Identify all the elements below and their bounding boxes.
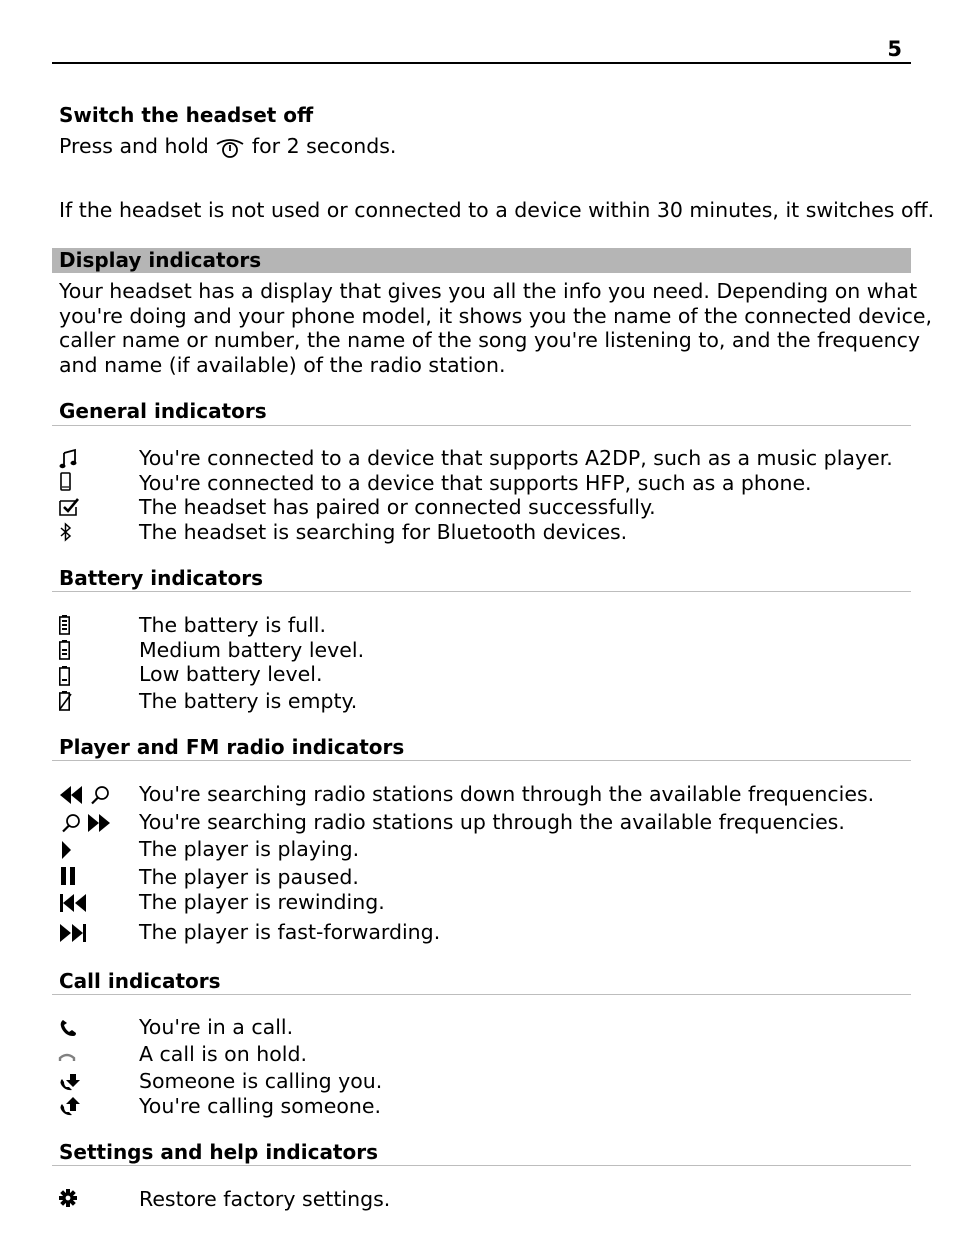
indicator-text: The headset has paired or connected successfully. [139,495,656,519]
press-hold-after: for 2 seconds. [251,134,397,158]
play-icon [58,838,118,862]
indicator-row [52,637,911,663]
indicator-row [52,1041,911,1067]
gear-icon [58,1188,118,1212]
call-indicators-heading: Call indicators [59,969,221,993]
outgoing-call-icon [58,1095,118,1119]
indicator-row [52,612,911,638]
indicator-text: Medium battery level. [139,638,365,662]
seek-down-icon [58,783,118,807]
battery-indicators-heading: Battery indicators [59,566,263,590]
switch-off-heading: Switch the headset off [59,103,314,127]
indicator-text: You're calling someone. [139,1094,381,1118]
indicator-row [52,919,911,945]
call-active-icon [58,1016,118,1040]
indicator-row [52,519,911,545]
indicator-text: The battery is empty. [139,689,358,713]
phone-icon [58,472,118,496]
power-key-icon [215,135,245,159]
indicator-row [52,661,911,687]
indicator-text: The headset is searching for Bluetooth devices. [139,520,628,544]
indicator-row [52,1093,911,1119]
indicator-row [52,1068,911,1094]
fast-forward-icon [58,921,118,945]
indicator-text: You're searching radio stations down through the available frequencies. [139,782,875,806]
general-indicators-heading: General indicators [59,399,267,423]
paired-check-icon [58,496,118,520]
display-line-1: Your headset has a display that gives you all the info you need. Depending on what [59,279,918,303]
display-line-4: and name (if available) of the radio station. [59,352,506,377]
rewind-icon [58,891,118,915]
music-note-icon [58,447,118,471]
display-line-3: caller name or number, the name of the song you're listening to, and the frequency [59,328,920,352]
indicator-text: The player is fast-forwarding. [139,920,441,944]
indicator-row [52,781,911,807]
page-number: 5 [887,37,902,61]
indicator-text: The player is playing. [139,837,360,861]
player-indicators-heading: Player and FM radio indicators [59,735,405,759]
indicator-text: The battery is full. [139,613,326,637]
section-rule [52,425,911,426]
indicator-row [52,1186,911,1212]
section-rule [52,591,911,592]
battery-medium-icon [58,639,118,663]
battery-low-icon [58,663,118,687]
indicator-text: You're connected to a device that supports HFP, such as a phone. [139,471,812,495]
settings-indicators-heading: Settings and help indicators [59,1140,379,1164]
indicator-text: Restore factory settings. [139,1187,391,1211]
indicator-text: The player is paused. [139,865,359,889]
indicator-row [52,1014,911,1040]
battery-full-icon [58,614,118,638]
indicator-text: A call is on hold. [139,1042,307,1066]
pause-icon [58,866,118,890]
battery-empty-icon [58,690,118,714]
press-hold-before: Press and hold [59,134,209,158]
display-indicators-heading: Display indicators [59,248,262,272]
header-rule [52,62,911,64]
indicator-row [52,494,911,520]
indicator-row [52,889,911,915]
section-rule [52,994,911,995]
indicator-text: You're searching radio stations up through the available frequencies. [139,810,845,834]
incoming-call-icon [58,1070,118,1094]
section-rule [52,760,911,761]
press-hold-line [59,134,396,159]
indicator-row [52,688,911,714]
indicator-text: The player is rewinding. [139,890,385,914]
indicator-text: Someone is calling you. [139,1069,383,1093]
call-hold-icon [58,1043,118,1067]
indicator-row [52,809,911,835]
indicator-text: You're in a call. [139,1015,294,1039]
display-line-2: you're doing and your phone model, it shows you the name of the connected device, [59,303,932,328]
indicator-row [52,470,911,496]
bluetooth-icon [58,521,118,545]
indicator-row [52,864,911,890]
indicator-text: You're connected to a device that supports A2DP, such as a music player. [139,446,893,470]
auto-off-text: If the headset is not used or connected to a device within 30 minutes, it switches off. [59,198,935,222]
seek-up-icon [58,811,118,835]
indicator-row [52,836,911,862]
indicator-text: Low battery level. [139,662,323,686]
indicator-row [52,445,911,471]
section-rule [52,1165,911,1166]
